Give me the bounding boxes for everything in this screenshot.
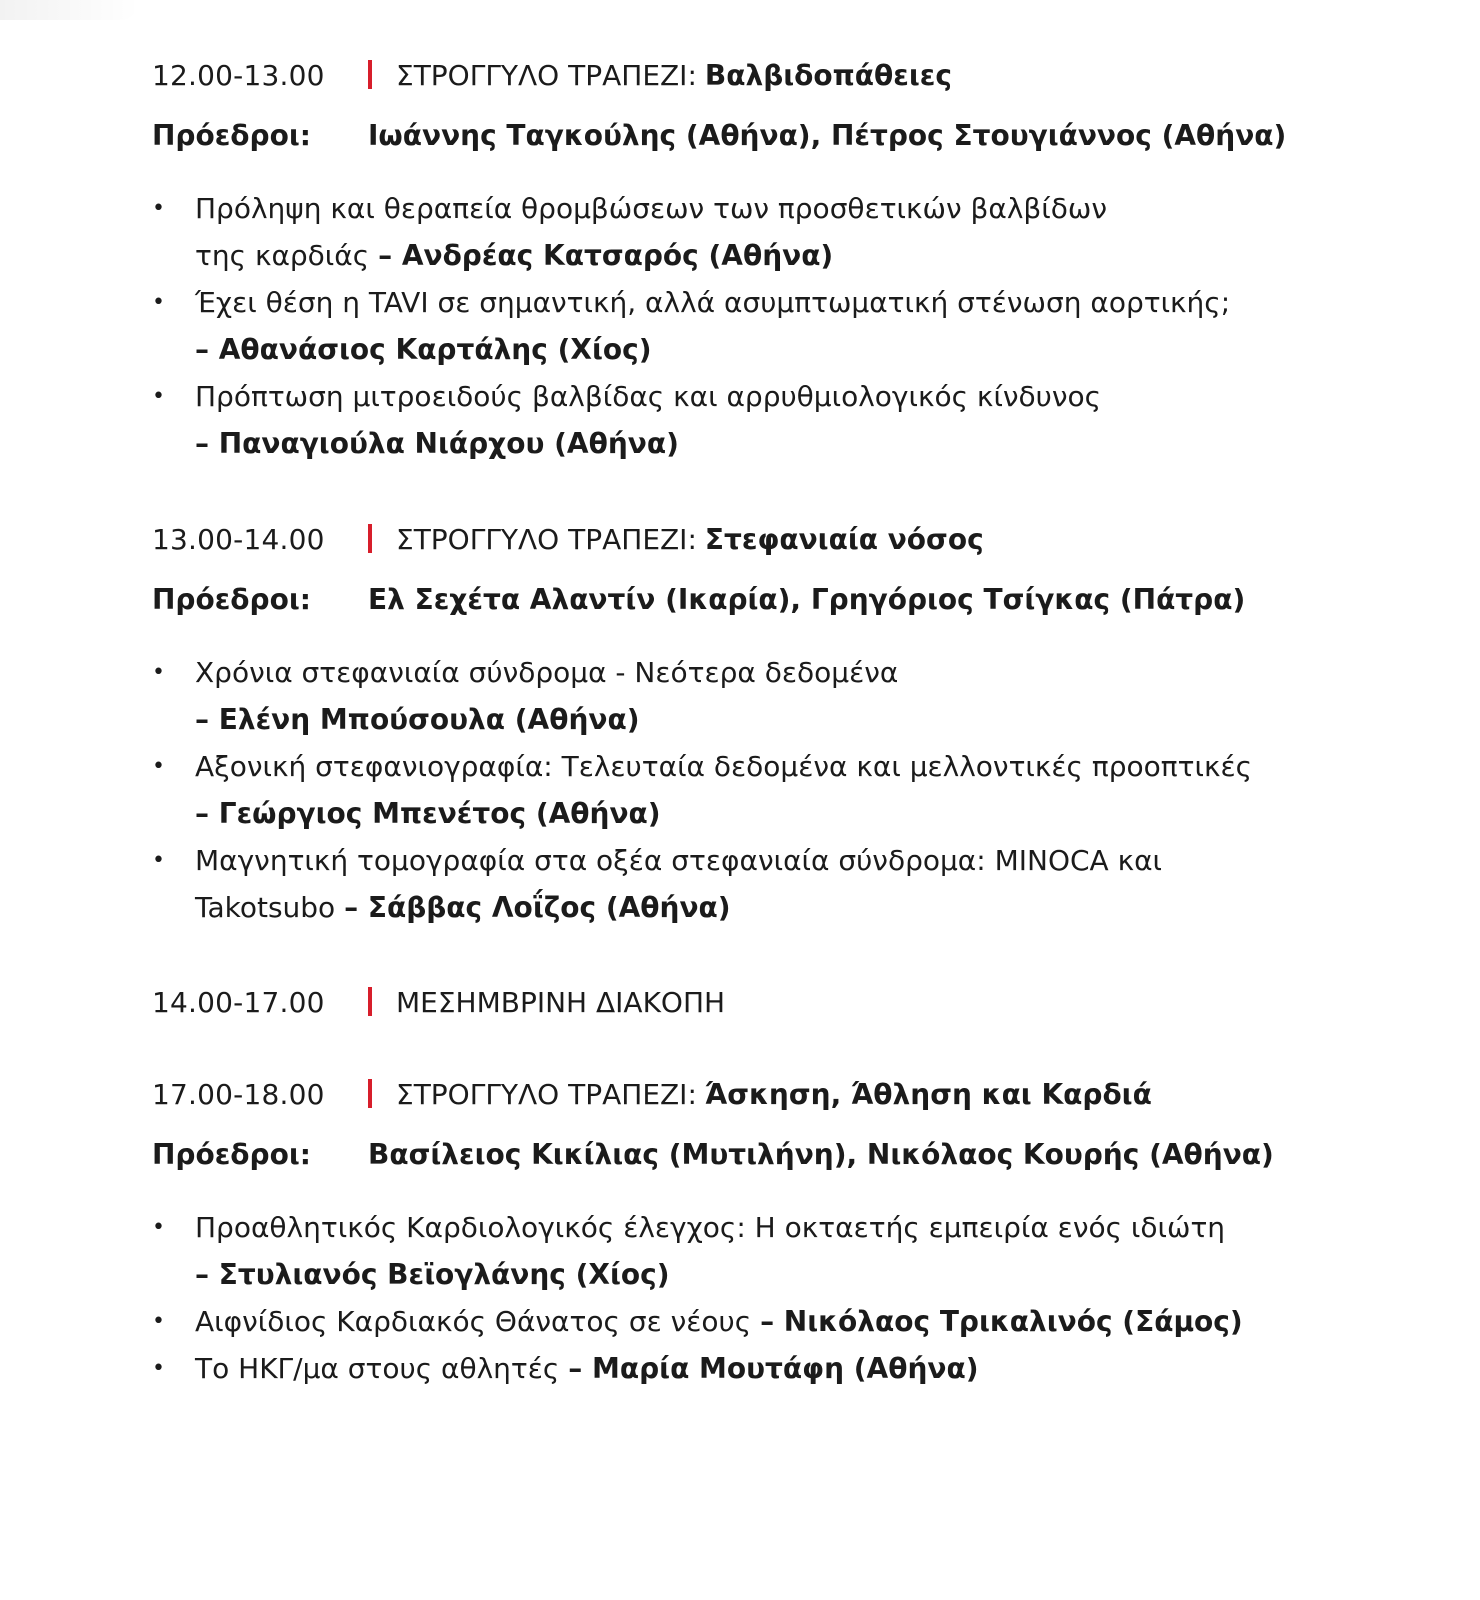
accent-bar [368, 1079, 372, 1108]
talk-speaker: – Ελένη Μπούσουλα (Αθήνα) [195, 703, 640, 736]
talk-list [152, 1204, 1442, 1392]
bullet-icon: • [152, 196, 165, 221]
session-topic: Βαλβιδοπάθειες [704, 59, 952, 92]
session-type: ΣΤΡΟΓΓΥΛΟ ΤΡΑΠΕΖΙ: [396, 1078, 697, 1111]
session-type: ΣΤΡΟΓΓΥΛΟ ΤΡΑΠΕΖΙ: [396, 523, 697, 556]
bullet-icon: • [152, 754, 165, 779]
talk-item [152, 1298, 1442, 1345]
talk-speaker: – Μαρία Μουτάφη (Αθήνα) [568, 1352, 979, 1385]
talk-title-continued: Takotsubo [195, 891, 336, 924]
bullet-icon: • [152, 1309, 165, 1334]
talk-item [152, 837, 1442, 931]
talk-title: Πρόληψη και θεραπεία θρομβώσεων των προσθετικών βαλβίδων [195, 192, 1107, 225]
session-header [152, 983, 1442, 1023]
talk-speaker: – Στυλιανός Βεϊογλάνης (Χίος) [195, 1258, 670, 1291]
talk-speaker: – Σάββας Λοΐζος (Αθήνα) [344, 891, 731, 924]
chairs-label: Πρόεδροι: [152, 119, 311, 152]
talk-title: Αξονική στεφανιογραφία: Τελευταία δεδομένα και μελλοντικές προοπτικές [195, 750, 1253, 783]
talk-title: Αιφνίδιος Καρδιακός Θάνατος σε νέους [195, 1305, 752, 1338]
bullet-icon: • [152, 1215, 165, 1240]
session-valve-disease [152, 56, 1442, 467]
session-header [152, 520, 1442, 560]
chairs-label: Πρόεδροι: [152, 1138, 311, 1171]
session-header [152, 1075, 1442, 1115]
session-time: 13.00-14.00 [152, 523, 325, 556]
talk-item [152, 649, 1442, 743]
talk-title: Πρόπτωση μιτροειδούς βαλβίδας και αρρυθμιολογικός κίνδυνος [195, 380, 1102, 413]
bullet-icon: • [152, 290, 165, 315]
talk-title: Μαγνητική τομογραφία στα οξέα στεφανιαία σύνδρομα: MINOCA και [195, 844, 1163, 877]
talk-item [152, 185, 1442, 279]
talk-list [152, 185, 1442, 467]
programme-page [152, 56, 1442, 1392]
accent-bar [368, 60, 372, 89]
talk-item [152, 1345, 1442, 1392]
session-lunch-break [152, 983, 1442, 1023]
session-header [152, 56, 1442, 96]
talk-speaker: – Νικόλαος Τρικαλινός (Σάμος) [760, 1305, 1243, 1338]
session-type: ΜΕΣΗΜΒΡΙΝΗ ΔΙΑΚΟΠΗ [396, 986, 726, 1019]
chairs-names: Ιωάννης Ταγκούλης (Αθήνα), Πέτρος Στουγιάννος (Αθήνα) [368, 119, 1287, 152]
talk-speaker: – Αθανάσιος Καρτάλης (Χίος) [195, 333, 652, 366]
talk-speaker: – Παναγιούλα Νιάρχου (Αθήνα) [195, 427, 679, 460]
talk-item [152, 743, 1442, 837]
page-corner-shadow [0, 0, 140, 20]
bullet-icon: • [152, 384, 165, 409]
chairs-names: Βασίλειος Κικίλιας (Μυτιλήνη), Νικόλαος Κουρής (Αθήνα) [368, 1138, 1274, 1171]
session-coronary-disease [152, 520, 1442, 931]
talk-item [152, 279, 1442, 373]
chairs-names: Ελ Σεχέτα Αλαντίν (Ικαρία), Γρηγόριος Τσίγκας (Πάτρα) [368, 583, 1246, 616]
session-time: 14.00-17.00 [152, 986, 325, 1019]
talk-title: Χρόνια στεφανιαία σύνδρομα - Νεότερα δεδομένα [195, 656, 899, 689]
session-topic: Άσκηση, Άθληση και Καρδιά [704, 1078, 1152, 1111]
session-chairs [152, 116, 1442, 156]
session-chairs [152, 1135, 1442, 1175]
talk-title: Έχει θέση η TAVI σε σημαντική, αλλά ασυμπτωματική στένωση αορτικής; [195, 286, 1231, 319]
session-time: 12.00-13.00 [152, 59, 325, 92]
talk-list [152, 649, 1442, 931]
session-topic: Στεφανιαία νόσος [704, 523, 984, 556]
accent-bar [368, 987, 372, 1016]
bullet-icon: • [152, 660, 165, 685]
talk-title: Το ΗΚΓ/μα στους αθλητές [195, 1352, 560, 1385]
session-type: ΣΤΡΟΓΓΥΛΟ ΤΡΑΠΕΖΙ: [396, 59, 697, 92]
talk-speaker: – Ανδρέας Κατσαρός (Αθήνα) [378, 239, 834, 272]
talk-title-continued: της καρδιάς [195, 239, 370, 272]
chairs-label: Πρόεδροι: [152, 583, 311, 616]
bullet-icon: • [152, 848, 165, 873]
session-time: 17.00-18.00 [152, 1078, 325, 1111]
talk-title: Προαθλητικός Καρδιολογικός έλεγχος: Η οκταετής εμπειρία ενός ιδιώτη [195, 1211, 1226, 1244]
session-exercise-heart [152, 1075, 1442, 1392]
talk-item [152, 373, 1442, 467]
bullet-icon: • [152, 1356, 165, 1381]
talk-speaker: – Γεώργιος Μπενέτος (Αθήνα) [195, 797, 661, 830]
session-chairs [152, 580, 1442, 620]
talk-item [152, 1204, 1442, 1298]
accent-bar [368, 524, 372, 553]
